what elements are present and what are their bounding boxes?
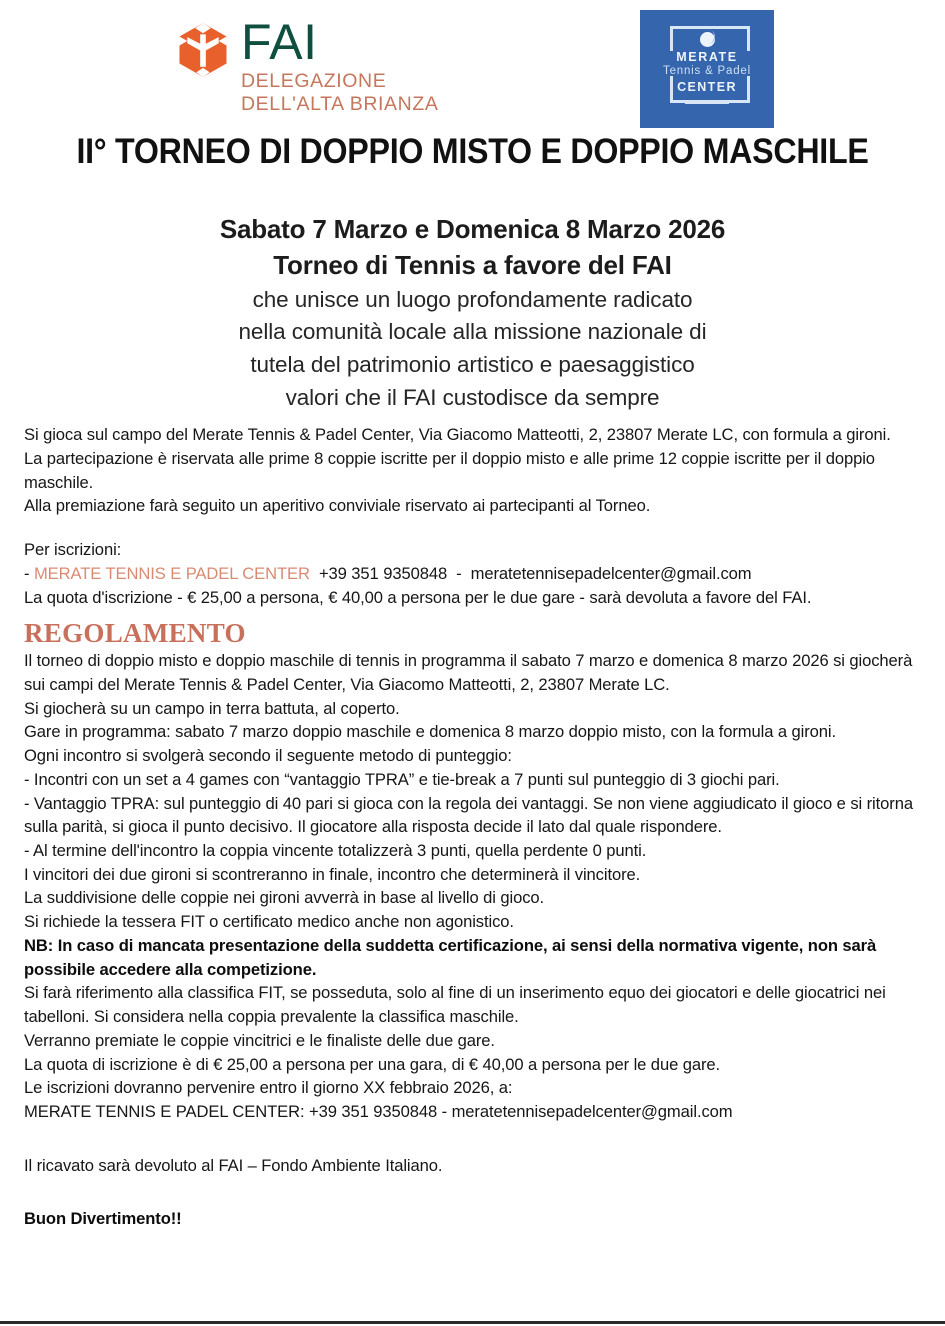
- regulation-paragraph-5: - Incontri con un set a 4 games con “vantaggio TPRA” e tie-break a 7 punti sul punteggio di 3 giochi pari.: [24, 769, 780, 789]
- regulation-paragraph-13: Verranno premiate le coppie vincitrici e le finaliste delle due gare.: [24, 1030, 495, 1050]
- regolamento-block: [0, 649, 945, 1231]
- farewell-line: Buon Divertimento!!: [24, 1209, 182, 1229]
- signup-heading: Per iscrizioni:: [24, 540, 122, 560]
- fai-logo: [175, 14, 439, 116]
- fai-name: FAI: [241, 14, 318, 70]
- regulation-paragraph-9: La suddivisione delle coppie nei gironi avverrà in base al livello di gioco.: [24, 888, 545, 908]
- signup-dash: -: [24, 563, 34, 583]
- page-title: II° TORNEO DI DOPPIO MISTO E DOPPIO MASCHILE: [76, 132, 869, 171]
- signup-fee-line: La quota d'iscrizione - € 25,00 a persona, € 40,00 a persona per le due gare - sarà devoluta a favore del FAI.: [24, 587, 812, 607]
- regulation-paragraph-3: Gare in programma: sabato 7 marzo doppio maschile e domenica 8 marzo doppio misto, con la formula a gironi.: [24, 722, 837, 742]
- regulation-paragraph-7: - Al termine dell'incontro la coppia vincente totalizzerà 3 punti, quella perdente 0 punti.: [24, 841, 647, 861]
- details-paragraph-1: Si gioca sul campo del Merate Tennis & Padel Center, Via Giacomo Matteotti, 2, 23807 Merate LC, con formula a gironi.: [24, 425, 891, 445]
- signup-contact-line: [24, 562, 923, 586]
- regulation-paragraph-10: Si richiede la tessera FIT o certificato medico anche non agonistico.: [24, 912, 514, 932]
- fai-wordmark: [241, 14, 439, 116]
- regulation-paragraph-6: - Vantaggio TPRA: sul punteggio di 40 pari si gioca con la regola dei vantaggi. Se non viene aggiudicato il gioco e si ritorna sulla parità, si gioca il punto decisivo. Il giocatore alla risposta decide il lato dal quale rispondere.: [24, 793, 913, 837]
- fai-sub-line-2: DELL'ALTA BRIANZA: [241, 93, 439, 115]
- intro-block: [0, 212, 945, 414]
- merate-logo-line-2: Tennis & Padel: [663, 65, 751, 77]
- regulation-paragraph-15: Le iscrizioni dovranno pervenire entro il giorno XX febbraio 2026, a:: [24, 1078, 513, 1098]
- footer-divider: [0, 1321, 945, 1324]
- signup-email[interactable]: meratetennisepadelcenter@gmail.com: [470, 563, 752, 583]
- regulation-paragraph-8: I vincitori dei due gironi si scontreranno in finale, incontro che determinerà il vincitore.: [24, 864, 641, 884]
- signup-phone[interactable]: +39 351 9350848: [318, 563, 448, 583]
- regulation-paragraph-14: La quota di iscrizione è di € 25,00 a persona per una gara, di € 40,00 a persona per le due gare.: [24, 1054, 721, 1074]
- proceeds-line: Il ricavato sarà devoluto al FAI – Fondo Ambiente Italiano.: [24, 1155, 443, 1175]
- logo-row: [0, 0, 945, 132]
- fai-hexagon-tree-icon: [175, 22, 231, 78]
- intro-line-6: valori che il FAI custodisce da sempre: [285, 384, 660, 410]
- signup-separator: -: [456, 563, 462, 583]
- regulation-contact-line[interactable]: MERATE TENNIS E PADEL CENTER: +39 351 9350848 - meratetennisepadelcenter@gmail.com: [24, 1101, 733, 1121]
- logo-underline: [685, 101, 729, 104]
- intro-line-3: che unisce un luogo profondamente radicato: [252, 286, 693, 312]
- details-paragraph-3: Alla premiazione farà seguito un aperitivo conviviale riservato ai partecipanti al Torneo.: [24, 496, 651, 516]
- fai-sub-line-1: DELEGAZIONE: [241, 70, 387, 92]
- tennis-ball-icon: [700, 32, 715, 47]
- signup-org-name: MERATE TENNIS E PADEL CENTER: [33, 563, 310, 583]
- merate-tennis-padel-logo: [640, 10, 774, 128]
- details-block: [0, 423, 945, 609]
- intro-line-4: nella comunità locale alla missione nazionale di: [238, 319, 707, 345]
- merate-logo-line-3: CENTER: [677, 80, 737, 94]
- regulation-paragraph-4: Ogni incontro si svolgerà secondo il seguente metodo di punteggio:: [24, 746, 512, 766]
- regulation-paragraph-12: Si farà riferimento alla classifica FIT, se posseduta, solo al fine di un inserimento equo dei giocatori e delle giocatrici nei tabelloni. Si considera nella coppia prevalente la classifica maschile.: [24, 983, 886, 1027]
- intro-subtitle-line: Torneo di Tennis a favore del FAI: [273, 249, 672, 280]
- regulation-paragraph-1: Il torneo di doppio misto e doppio maschile di tennis in programma il sabato 7 marzo e domenica 8 marzo 2026 si giocherà sui campi del Merate Tennis & Padel Center, Via Giacomo Matteotti, 2, 23807 Merate LC.: [24, 651, 913, 694]
- regulation-paragraph-2: Si giocherà su un campo in terra battuta, al coperto.: [24, 698, 400, 718]
- regulation-nb-note: NB: In caso di mancata presentazione della suddetta certificazione, ai sensi della normativa vigente, non sarà possibile accedere alla competizione.: [24, 935, 877, 979]
- intro-line-5: tutela del patrimonio artistico e paesaggistico: [250, 352, 695, 377]
- intro-date-line: Sabato 7 Marzo e Domenica 8 Marzo 2026: [219, 214, 726, 244]
- regolamento-heading: REGOLAMENTO: [24, 618, 246, 649]
- merate-logo-line-1: MERATE: [676, 50, 738, 64]
- details-paragraph-2: La partecipazione è riservata alle prime 8 coppie iscritte per il doppio misto e alle prime 12 coppie iscritte per il doppio maschile.: [24, 448, 875, 492]
